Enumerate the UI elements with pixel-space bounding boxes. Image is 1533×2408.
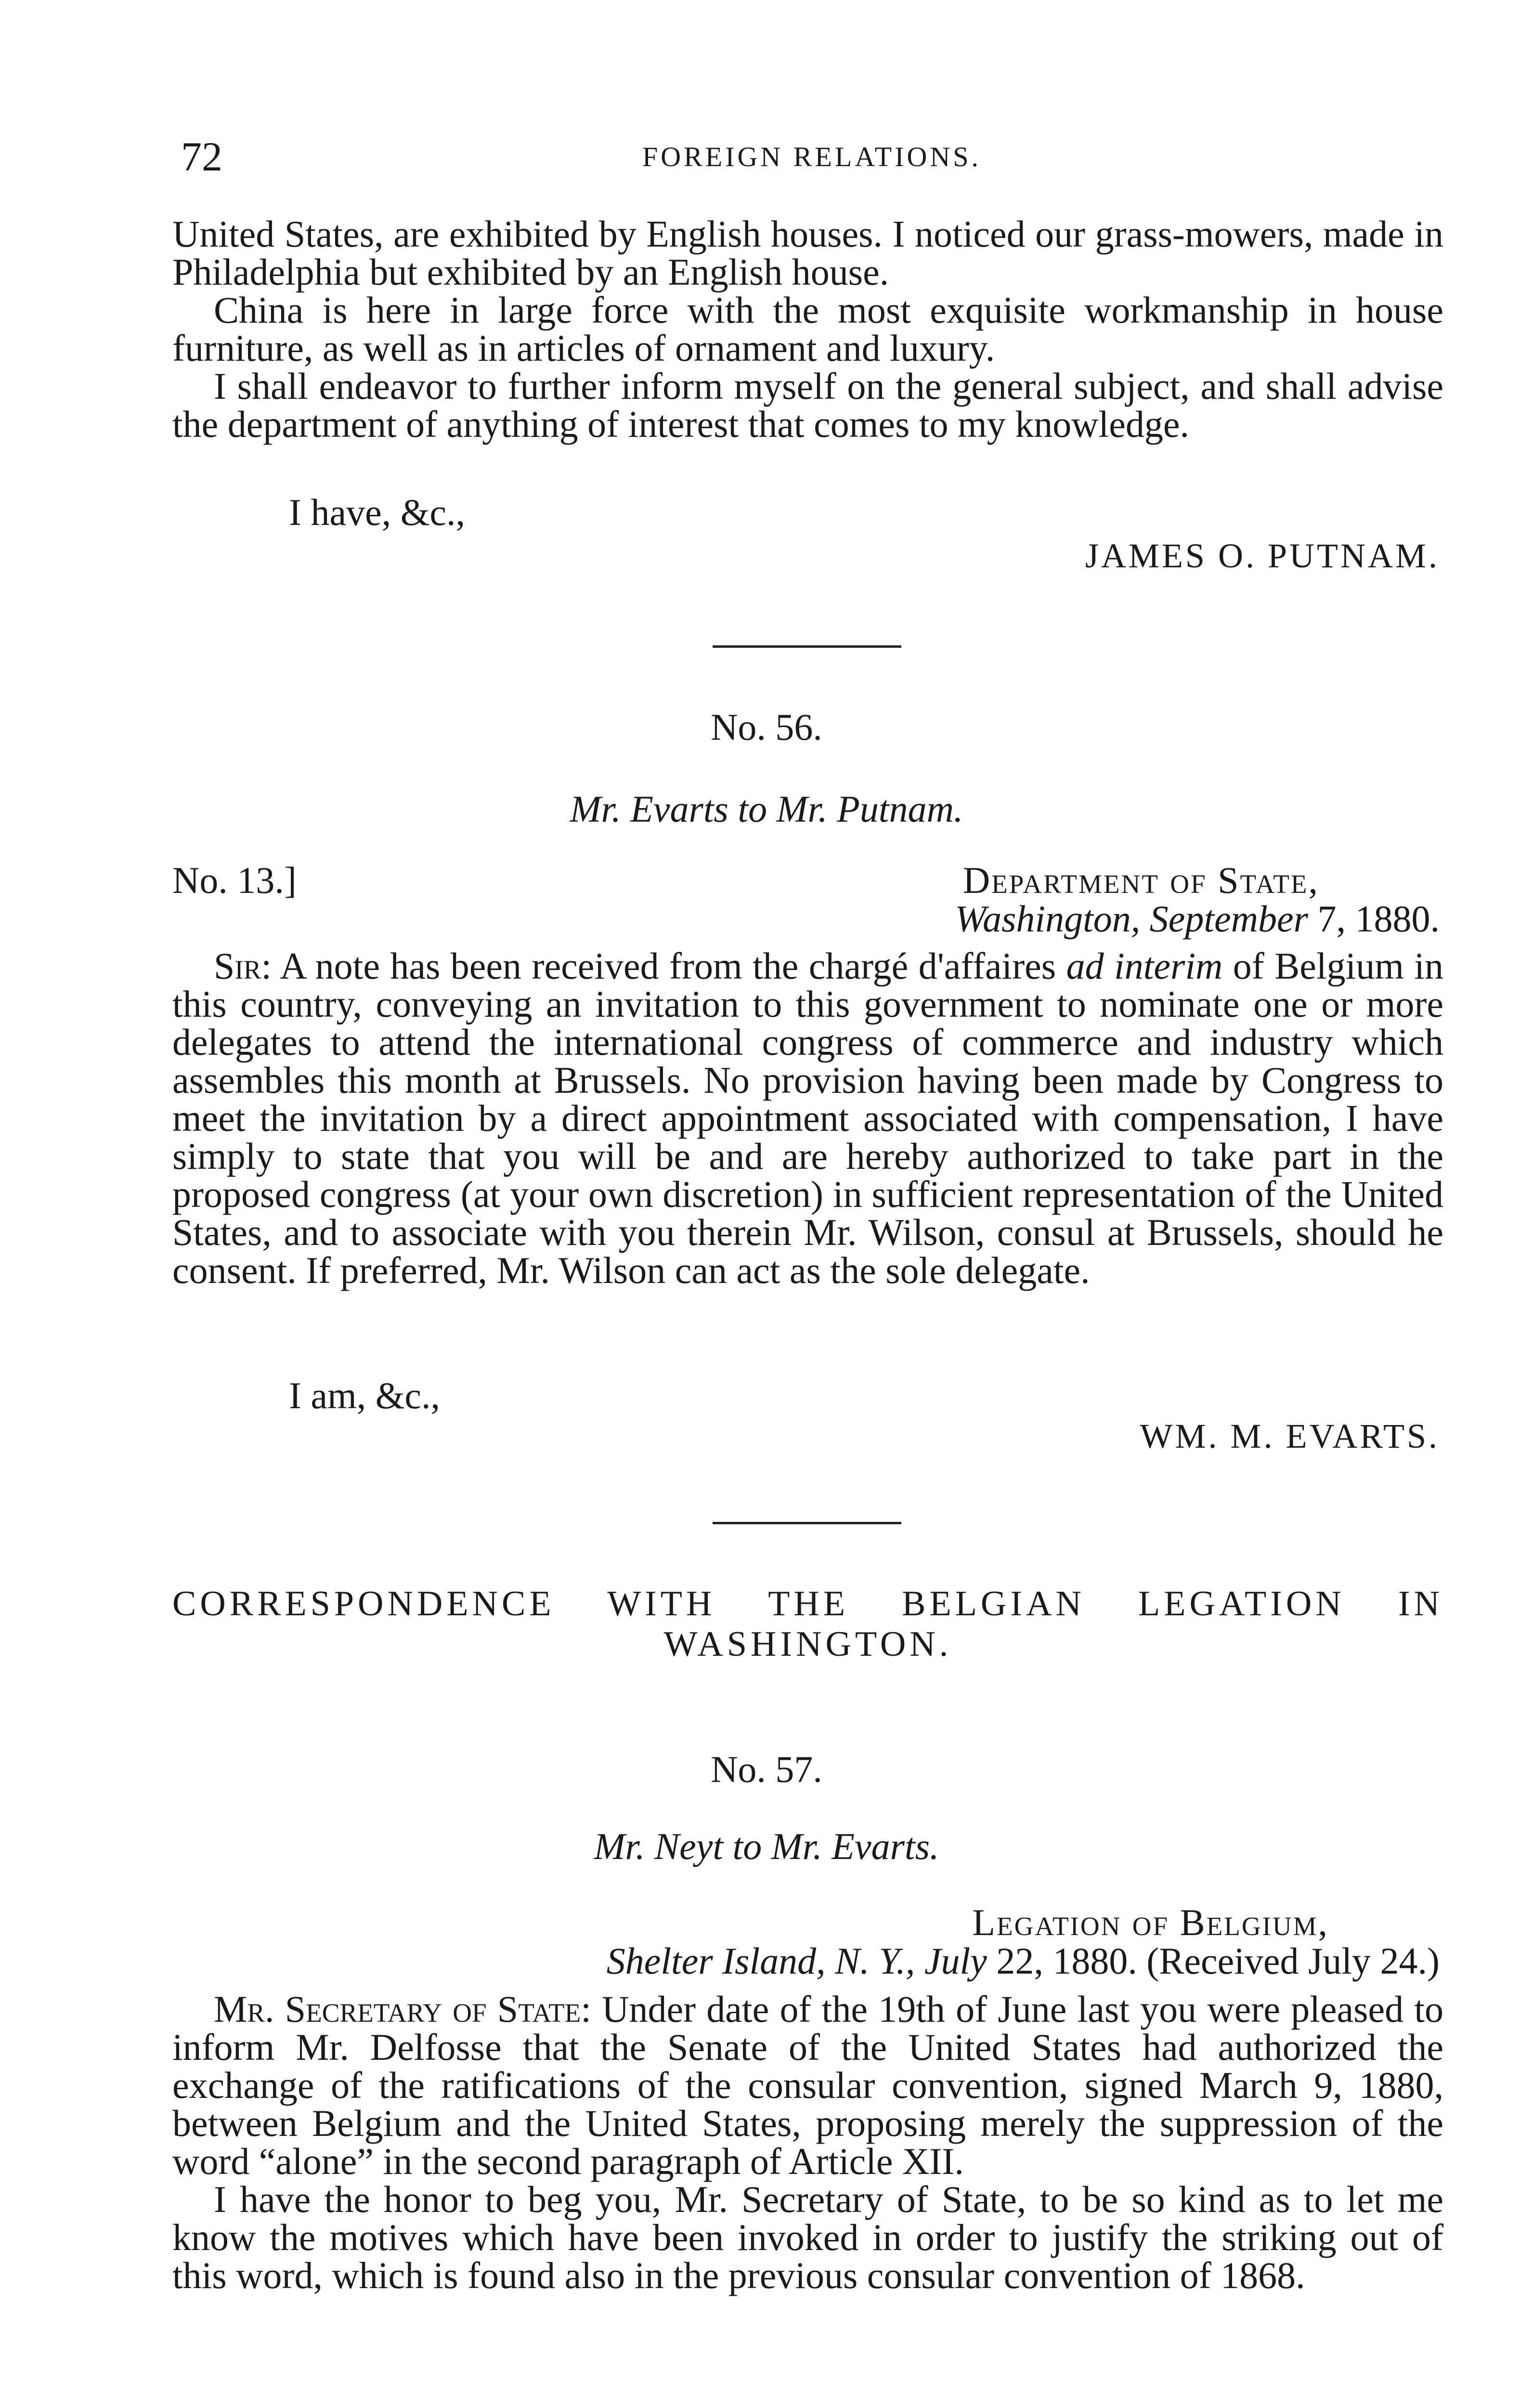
evarts-signature: WM. M. EVARTS. xyxy=(1140,1417,1440,1455)
continuation-paragraph-1: United States, are exhibited by English houses. I noticed our grass-mowers, made in Philadelphia but exhibited by an English house. xyxy=(172,213,1443,293)
continuation-paragraph-2: China is here in large force with the most exquisite workmanship in house furniture, as well as in articles of ornament and luxury. xyxy=(172,289,1443,369)
letter-body-56 xyxy=(172,947,1443,1289)
continuation-text xyxy=(172,215,1443,443)
body-part-b: of Belgium in this country, conveying an invitation to this government to nominate one or more delegates to attend the international congress of commerce and industry which assembles this month at Brussels. No provision having been made by Congress to meet the invitation by a direct appointment associated with compensation, I have simply to state that you will be and are hereby authorized to take part in the proposed congress (at your own discretion) in sufficient representation of the United States, and to associate with you therein Mr. Wilson, consul at Brussels, should he consent. If preferred, Mr. Wilson can act as the sole delegate. xyxy=(172,945,1443,1291)
place-date-57-italic: Shelter Island, N. Y., July xyxy=(606,1940,987,1982)
salutation-57: Mr. Secretary of State: xyxy=(214,1988,591,2030)
dateline-56 xyxy=(955,861,1440,938)
evarts-closing: I am, &c., xyxy=(289,1374,441,1416)
section-divider-rule xyxy=(713,645,901,648)
continuation-paragraph-3: I shall endeavor to further inform myself on the general subject, and shall advise the department of anything of interest that comes to my knowledge. xyxy=(172,365,1443,445)
section-heading-line-1: CORRESPONDENCE WITH THE BELGIAN LEGATION IN xyxy=(172,1584,1443,1623)
place-date-57-rest: 22, 1880. (Received July 24.) xyxy=(987,1940,1440,1982)
place-date-italic: Washington, September xyxy=(955,898,1308,940)
dateline-57 xyxy=(607,1903,1440,1980)
page-header xyxy=(181,130,1442,183)
place-date-57 xyxy=(607,1942,1440,1980)
letter-paragraph-57-2: I have the honor to beg you, Mr. Secretary of State, to be so kind as to let me know the motives which have been invoked in order to justify the striking out of this word, which is found also in the previous consular convention of 1868. xyxy=(172,2178,1443,2296)
section-divider-rule-2 xyxy=(713,1522,901,1524)
body-part-a: A note has been received from the chargé d'affaires xyxy=(272,945,1066,987)
letter-body-57 xyxy=(172,1990,1443,2294)
place-date xyxy=(955,900,1440,938)
letter-paragraph-57-1 xyxy=(172,1990,1443,2180)
office-name: Department of State, xyxy=(962,859,1319,901)
document-number-57: No. 57. xyxy=(711,1748,822,1790)
putnam-signature: JAMES O. PUTNAM. xyxy=(1085,537,1440,575)
section-heading-line-2: WASHINGTON. xyxy=(663,1624,952,1664)
section-heading xyxy=(172,1584,1443,1664)
dispatch-reference: No. 13.] xyxy=(172,859,297,901)
putnam-closing: I have, &c., xyxy=(289,491,466,533)
document-number-56: No. 56. xyxy=(711,706,822,748)
document-title-56: Mr. Evarts to Mr. Putnam. xyxy=(570,788,963,830)
page-number: 72 xyxy=(181,133,222,180)
body-italic-term: ad interim xyxy=(1066,945,1223,987)
letter-paragraph-56 xyxy=(172,947,1443,1289)
legation-name: Legation of Belgium, xyxy=(972,1901,1329,1943)
body-57-p1: Under date of the 19th of June last you were pleased to inform Mr. Delfosse that the Senate of the United States had authorized the exchange of the ratifications of the consular convention, signed March 9, 1880, between Belgium and the United States, proposing merely the suppression of the word “alone” in the second paragraph of Article XII. xyxy=(172,1988,1443,2182)
running-title: FOREIGN RELATIONS. xyxy=(642,141,982,172)
document-title-57: Mr. Neyt to Mr. Evarts. xyxy=(594,1825,939,1867)
salutation-56: Sir: xyxy=(214,945,272,987)
place-date-year: 7, 1880. xyxy=(1308,898,1440,940)
